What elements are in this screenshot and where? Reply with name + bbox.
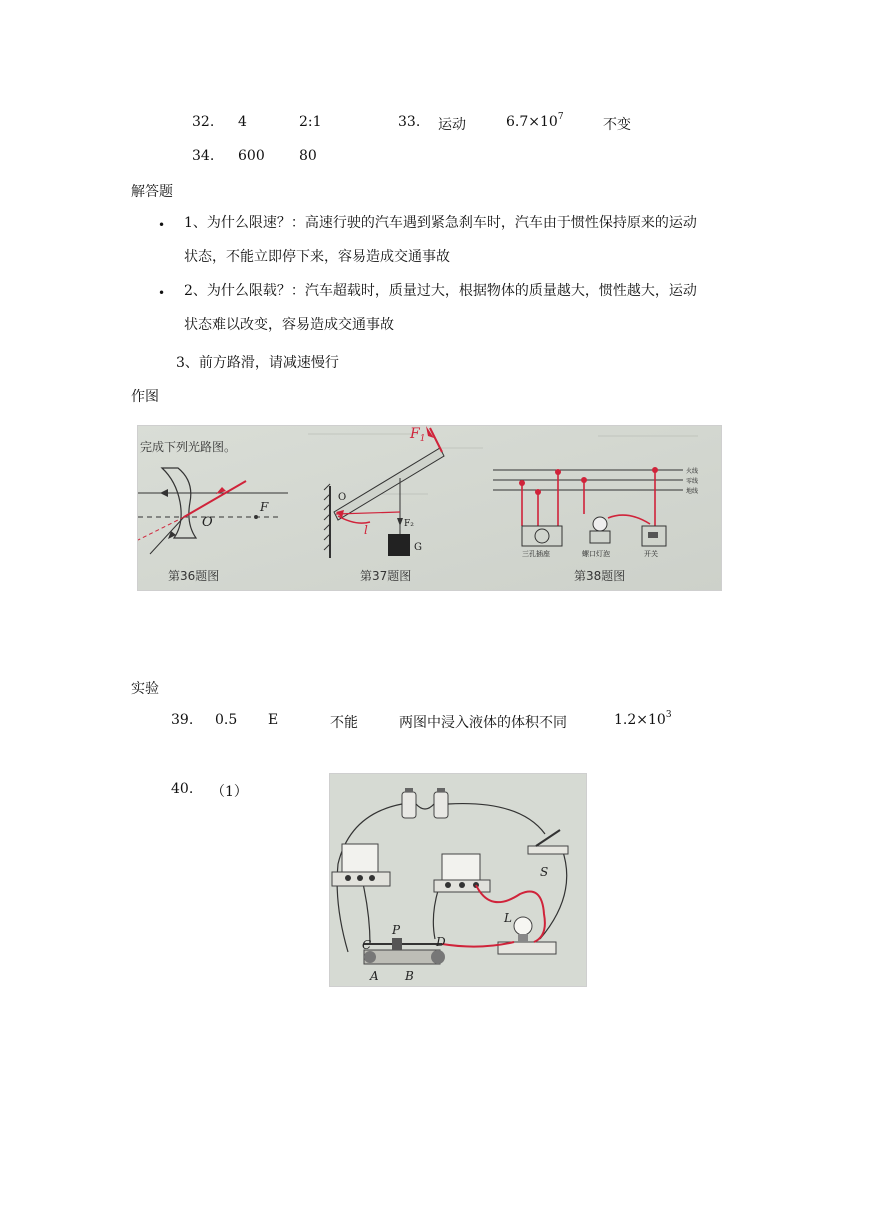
q39-answer-1: 0.5 xyxy=(215,712,238,728)
q33-answer-2 xyxy=(506,114,564,130)
section-heading-jiedati: 解答题 xyxy=(131,184,173,200)
jiedati-item-2-line-1: 2、为什么限载？：汽车超载时，质量过大，根据物体的质量越大，惯性越大，运动 xyxy=(184,283,697,299)
q40-part-1: （1） xyxy=(211,784,248,800)
fig36-label-F: F xyxy=(260,500,269,514)
jiedati-item-1-line-2: 状态，不能立即停下来，容易造成交通事故 xyxy=(184,249,450,265)
fig37-caption: 第37题图 xyxy=(360,569,412,583)
jiedati-item-1 xyxy=(184,206,697,274)
fig37-label-F1-subscript: 1 xyxy=(419,434,426,444)
fig38-caption: 第38题图 xyxy=(574,569,626,583)
drawing-figures-photo xyxy=(137,425,722,591)
jiedati-item-2-line-2: 状态难以改变，容易造成交通事故 xyxy=(184,317,394,333)
q33-answer-2-exponent: 7 xyxy=(557,112,564,122)
q40-label-D: D xyxy=(436,935,446,949)
fig38-label-neutral: 零线 xyxy=(686,478,699,485)
bullet-1: • xyxy=(158,218,166,232)
q32-number: 32. xyxy=(192,114,215,130)
q34-number: 34. xyxy=(192,148,215,164)
q32-answer-2: 2:1 xyxy=(299,114,322,130)
fig37-label-O: O xyxy=(338,492,347,503)
q40-number: 40. xyxy=(171,781,194,797)
q40-circuit-photo xyxy=(329,773,587,987)
q40-circuit-svg xyxy=(330,774,586,986)
fig37-label-G: G xyxy=(414,542,422,553)
fig38-label-lamp: 螺口灯泡 xyxy=(582,550,610,558)
fig38-label-ground: 地线 xyxy=(686,488,699,495)
q39-answer-3: 不能 xyxy=(330,715,358,731)
fig36-label-O: O xyxy=(202,515,213,530)
q40-label-L: L xyxy=(504,911,512,925)
q33-answer-1: 运动 xyxy=(438,117,466,133)
q33-answer-2-base: 6.7×10 xyxy=(506,114,558,130)
q40-label-S: S xyxy=(540,865,549,879)
jiedati-item-2 xyxy=(184,274,697,342)
fig37-label-F2: F₂ xyxy=(404,519,414,529)
q40-label-C: C xyxy=(362,938,372,952)
q32-answer-1: 4 xyxy=(238,114,247,130)
jiedati-item-3: 3、前方路滑，请减速慢行 xyxy=(176,355,339,371)
q33-number: 33. xyxy=(398,114,421,130)
fig37-label-l: l xyxy=(364,523,368,537)
q40-label-A: A xyxy=(370,969,379,983)
q39-answer-5-base: 1.2×10 xyxy=(614,712,666,728)
section-heading-shiyan: 实验 xyxy=(131,681,159,697)
q39-answer-5 xyxy=(614,712,672,728)
fig36-caption: 第36题图 xyxy=(168,569,220,583)
fig38-label-live: 火线 xyxy=(686,468,699,475)
q39-answer-2: E xyxy=(268,712,279,728)
q39-answer-5-exponent: 3 xyxy=(665,710,672,720)
q33-answer-3: 不变 xyxy=(603,117,631,133)
drawing-figures-svg xyxy=(138,426,721,590)
q39-number: 39. xyxy=(171,712,194,728)
q39-answer-4: 两图中浸入液体的体积不同 xyxy=(399,715,567,731)
q34-answer-2: 80 xyxy=(299,148,317,164)
q34-answer-1: 600 xyxy=(238,148,265,164)
jiedati-item-1-line-1: 1、为什么限速？：高速行驶的汽车遇到紧急刹车时，汽车由于惯性保持原来的运动 xyxy=(184,215,697,231)
q40-label-P: P xyxy=(392,923,401,937)
fig38-label-socket: 三孔插座 xyxy=(522,550,550,558)
q40-label-B: B xyxy=(405,969,414,983)
bullet-2: • xyxy=(158,286,166,300)
section-heading-zuotu: 作图 xyxy=(131,389,159,405)
fig38-label-switch: 开关 xyxy=(644,550,658,558)
figures-instruction: 完成下列光路图。 xyxy=(140,440,237,454)
fig37-label-F1-letter: F xyxy=(410,426,420,442)
